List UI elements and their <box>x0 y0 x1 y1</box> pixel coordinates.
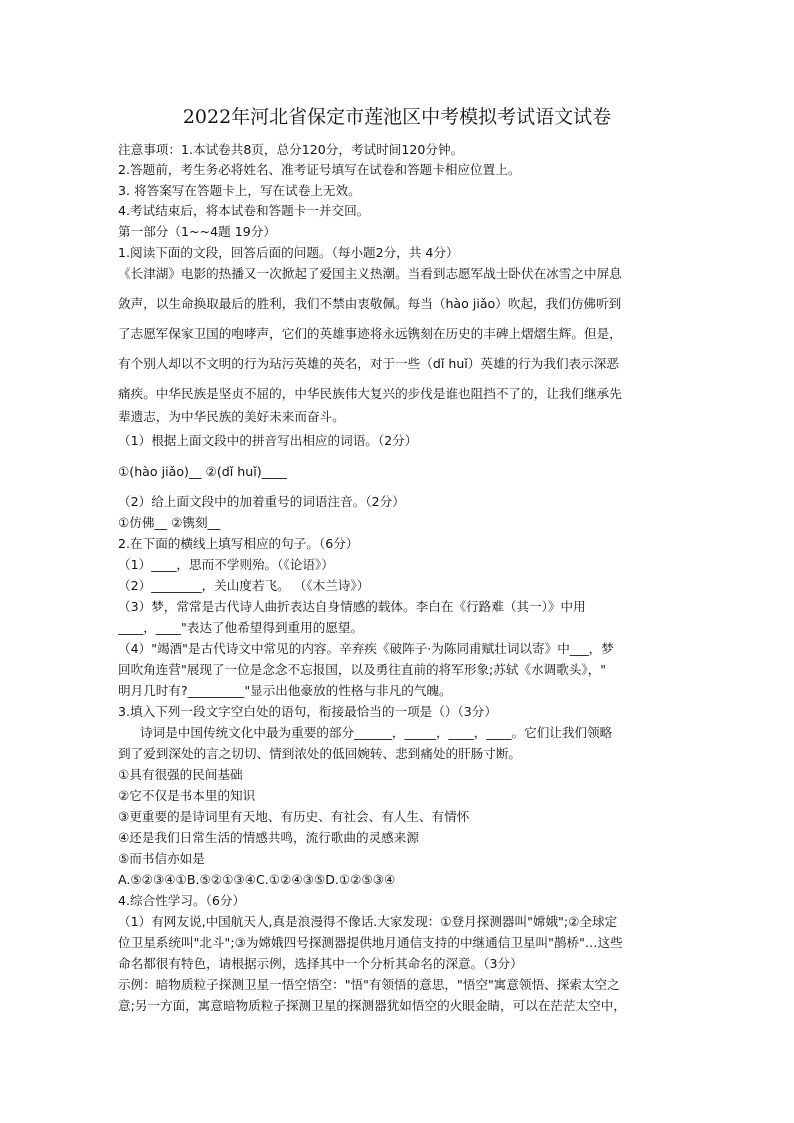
notice-line-3: 3. 将答案写在答题卡上，写在试卷上无效。 <box>118 183 361 198</box>
passage-line: 辈遗志，为中华民族的美好未来而奋斗。 <box>118 409 345 424</box>
passage-line: 有个别人却以不文明的行为玷污英雄的英名，对于一些（dǐ huǐ）英雄的行为我们表示深恶 <box>118 356 619 371</box>
option-4: ④还是我们日常生活的情感共鸣，流行歌曲的灵感来源 <box>118 830 419 845</box>
question-2-4-cont: 回吹角连营"展现了一位是念念不忘报国，以及勇往直前的将军形象;苏轼《水调歌头》，" <box>118 662 607 677</box>
question-1-2-blanks: ①仿佛__ ②镌刻__ <box>118 515 221 530</box>
question-4-heading: 4.综合性学习。（6分） <box>118 893 246 908</box>
notice-line-1: 注意事项：1.本试卷共8页，总分120分，考试时间120分钟。 <box>118 142 464 157</box>
question-4-1-cont: 位卫星系统叫"北斗";③为嫦娥四号探测器提供地月通信支持的中继通信卫星叫"鹊桥"…这些 <box>118 935 623 950</box>
question-2-4: （4）"竭酒"是古代诗文中常见的内容。辛弃疾《破阵子·为陈同甫赋壮词以寄》中___，梦 <box>118 641 614 656</box>
question-2-1: （1）____，思而不学则殆。（《论语》） <box>118 557 334 572</box>
choice-answers: A.⑤②③④①B.⑤②①③④C.①②④③⑤D.①②⑤③④ <box>118 872 396 887</box>
page-title: 2022年河北省保定市莲池区中考模拟考试语文试卷 <box>182 106 612 128</box>
question-2-2: （2）________，关山度若飞。 （《木兰诗》） <box>118 578 370 593</box>
option-1: ①具有很强的民间基础 <box>118 767 243 782</box>
section-heading: 第一部分（1~~4题 19分） <box>118 224 276 239</box>
question-2-3-cont: ____，____"表达了他希望得到重用的愿望。 <box>118 620 364 635</box>
notice-line-4: 4.考试结束后，将本试卷和答题卡一并交回。 <box>118 203 370 218</box>
passage-line: 痛疾。中华民族是坚贞不屈的，中华民族伟大复兴的步伐是谁也阻挡不了的，让我们继承先 <box>118 386 622 401</box>
question-1-2: （2）给上面文段中的加着重号的词语注音。（2分） <box>118 494 405 509</box>
question-3-stem: 诗词是中国传统文化中最为重要的部分______，_____，____，____。它们让我们领略 <box>140 725 613 740</box>
question-1-1-blanks: ①(hào jiǎo)__ ②(dǐ huǐ)____ <box>118 464 287 479</box>
passage-line: 《长津湖》电影的热播又一次掀起了爱国主义热潮。当看到志愿军战士卧伏在冰雪之中屏息 <box>118 266 622 281</box>
option-3: ③更重要的是诗词里有天地、有历史、有社会、有人生、有情怀 <box>118 809 470 824</box>
question-3-stem-cont: 到了爱到深处的言之切切、情到浓处的低回婉转、悲到痛处的肝肠寸断。 <box>118 746 521 761</box>
question-2-4-cont: 明月几时有?_________"显示出他豪放的性格与非凡的气魄。 <box>118 683 452 698</box>
question-2-heading: 2.在下面的横线上填写相应的句子。（6分） <box>118 536 359 551</box>
question-4-1: （1）有网友说,中国航天人,真是浪漫得不像话.大家发现：①登月探测器叫"嫦娥";②全球定 <box>118 914 618 929</box>
notice-line-2: 2.答题前，考生务必将姓名、准考证号填写在试卷和答题卡相应位置上。 <box>118 162 521 177</box>
option-2: ②它不仅是书本里的知识 <box>118 788 256 803</box>
passage-line: 了志愿军保家卫国的咆哮声，它们的英雄事迹将永远镌刻在历史的丰碑上熠熠生辉。但是， <box>118 326 622 341</box>
example-line: 意;另一方面，寓意暗物质粒子探测卫星的探测器犹如悟空的火眼金睛，可以在茫茫太空中， <box>118 998 626 1013</box>
option-5: ⑤而书信亦如是 <box>118 851 205 866</box>
question-1-heading: 1.阅读下面的文段，回答后面的问题。（每小题2分，共 4分） <box>118 245 459 260</box>
example-line: 示例：暗物质粒子探测卫星一悟空悟空："悟"有领悟的意思，"悟空"寓意领悟、探索太空之 <box>118 977 620 992</box>
question-3-heading: 3.填入下列一段文字空白处的语句，衔接最恰当的一项是（）（3分） <box>118 704 497 719</box>
question-1-1: （1）根据上面文段中的拼音写出相应的词语。（2分） <box>118 433 418 448</box>
question-2-3: （3）梦，常常是古代诗人曲折表达自身情感的载体。李白在《行路难（其一）》中用 <box>118 599 586 614</box>
question-4-1-cont: 命名都很有特色，请根据示例，选择其中一个分析其命名的深意。（3分） <box>118 956 523 971</box>
passage-line: 敛声，以生命换取最后的胜利，我们不禁由衷敬佩。每当（hào jiǎo）吹起，我们仿佛听到 <box>118 296 622 311</box>
